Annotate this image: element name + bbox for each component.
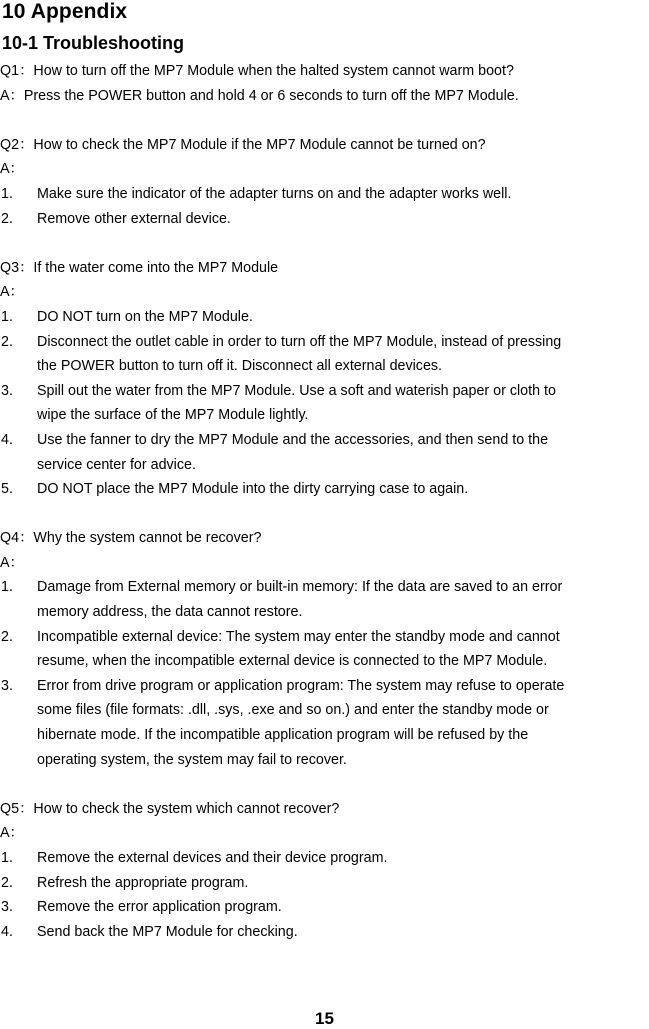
list-item-line: Spill out the water from the MP7 Module. Use a soft and waterish paper or cloth to	[37, 382, 556, 399]
answer-label-q4: A：	[0, 554, 24, 571]
section-heading: 10 Appendix	[2, 0, 128, 23]
list-item-line: service center for advice.	[37, 456, 196, 473]
spacer	[0, 231, 649, 256]
list-item	[0, 305, 649, 330]
list-item-number: 4.	[1, 431, 13, 448]
spacer	[0, 502, 649, 527]
list-item-number: 5.	[1, 481, 13, 498]
spacer	[0, 772, 649, 797]
list-item-line: hibernate mode. If the incompatible application program will be refused by the	[37, 727, 529, 744]
list-item-line: Incompatible external device: The system may enter the standby mode and cannot	[37, 628, 560, 645]
list-item-text	[0, 846, 649, 871]
list-item-text	[0, 428, 649, 477]
list-item	[0, 846, 649, 871]
list-item	[0, 625, 649, 674]
answer-list-q3	[0, 305, 649, 502]
list-item-text	[0, 871, 649, 896]
list-item-text	[0, 895, 649, 920]
list-item-text	[0, 305, 649, 330]
list-item-number: 1.	[1, 185, 13, 202]
list-item-number: 1.	[1, 850, 13, 866]
list-item-line: DO NOT turn on the MP7 Module.	[37, 308, 253, 325]
list-item-number: 1.	[1, 579, 13, 596]
list-item-number: 1.	[1, 308, 13, 325]
troubleshooting-content	[0, 59, 649, 944]
answer-label-q2: A：	[0, 161, 24, 178]
answer-list-q4	[0, 575, 649, 772]
answer-list-q2	[0, 182, 649, 231]
list-item-number: 3.	[1, 899, 13, 916]
list-item-line: Use the fanner to dry the MP7 Module and the accessories, and then send to the	[37, 431, 549, 448]
list-item-line: resume, when the incompatible external device is connected to the MP7 Module.	[37, 653, 548, 670]
question-q1: Q1：How to turn off the MP7 Module when the halted system cannot warm boot?	[0, 63, 514, 79]
list-item-line: Error from drive program or application program: The system may refuse to operate	[37, 677, 565, 694]
list-item-line: some files (file formats: .dll, .sys, .exe and so on.) and enter the standby mode or	[37, 702, 549, 719]
spacer	[0, 108, 649, 133]
question-q4: Q4：Why the system cannot be recover?	[0, 530, 262, 547]
list-item-text	[0, 207, 649, 232]
list-item	[0, 207, 649, 232]
list-item-text	[0, 920, 649, 945]
list-item-line: wipe the surface of the MP7 Module lightly.	[37, 407, 309, 424]
question-q5: Q5：How to check the system which cannot recover?	[0, 800, 340, 817]
list-item	[0, 895, 649, 920]
list-item-line: Remove other external device.	[37, 210, 231, 227]
list-item-line: Make sure the indicator of the adapter turns on and the adapter works well.	[37, 185, 512, 202]
list-item	[0, 182, 649, 207]
list-item	[0, 330, 649, 379]
answer-q1: A：Press the POWER button and hold 4 or 6 seconds to turn off the MP7 Module.	[0, 87, 519, 104]
list-item-line: Disconnect the outlet cable in order to turn off the MP7 Module, instead of pressing	[37, 333, 562, 350]
list-item-line: the POWER button to turn off it. Disconnect all external devices.	[37, 358, 443, 375]
list-item-number: 2.	[1, 210, 13, 227]
question-q3: Q3：If the water come into the MP7 Module	[0, 259, 279, 276]
list-item-text	[0, 575, 649, 624]
list-item-line: memory address, the data cannot restore.	[37, 604, 303, 621]
list-item-line: Refresh the appropriate program.	[37, 874, 249, 891]
list-item	[0, 871, 649, 896]
list-item-number: 4.	[1, 923, 13, 940]
list-item-number: 2.	[1, 874, 13, 891]
list-item-text	[0, 379, 649, 428]
question-q2: Q2：How to check the MP7 Module if the MP7 Module cannot be turned on?	[0, 136, 486, 153]
page-number: 15	[315, 1009, 334, 1028]
list-item-number: 2.	[1, 333, 13, 350]
list-item-number: 3.	[1, 382, 13, 399]
answer-label-q5: A：	[0, 825, 24, 842]
list-item-line: Send back the MP7 Module for checking.	[37, 923, 298, 940]
list-item-text	[0, 330, 649, 379]
list-item	[0, 379, 649, 428]
list-item-line: DO NOT place the MP7 Module into the dirty carrying case to again.	[37, 481, 469, 498]
list-item-line: operating system, the system may fail to recover.	[37, 751, 347, 768]
list-item-line: Remove the error application program.	[37, 899, 282, 916]
list-item-text	[0, 674, 649, 772]
subsection-heading: 10-1 Troubleshooting	[2, 33, 185, 53]
list-item-number: 2.	[1, 628, 13, 645]
list-item-line: Damage from External memory or built-in memory: If the data are saved to an error	[37, 579, 563, 596]
list-item-text	[0, 182, 649, 207]
list-item	[0, 428, 649, 477]
answer-label-q3: A：	[0, 284, 24, 301]
list-item-number: 3.	[1, 677, 13, 694]
answer-list-q5	[0, 846, 649, 944]
list-item	[0, 477, 649, 502]
list-item-text	[0, 625, 649, 674]
list-item-line: Remove the external devices and their device program.	[37, 850, 388, 866]
list-item	[0, 575, 649, 624]
list-item	[0, 674, 649, 772]
list-item	[0, 920, 649, 945]
list-item-text	[0, 477, 649, 502]
